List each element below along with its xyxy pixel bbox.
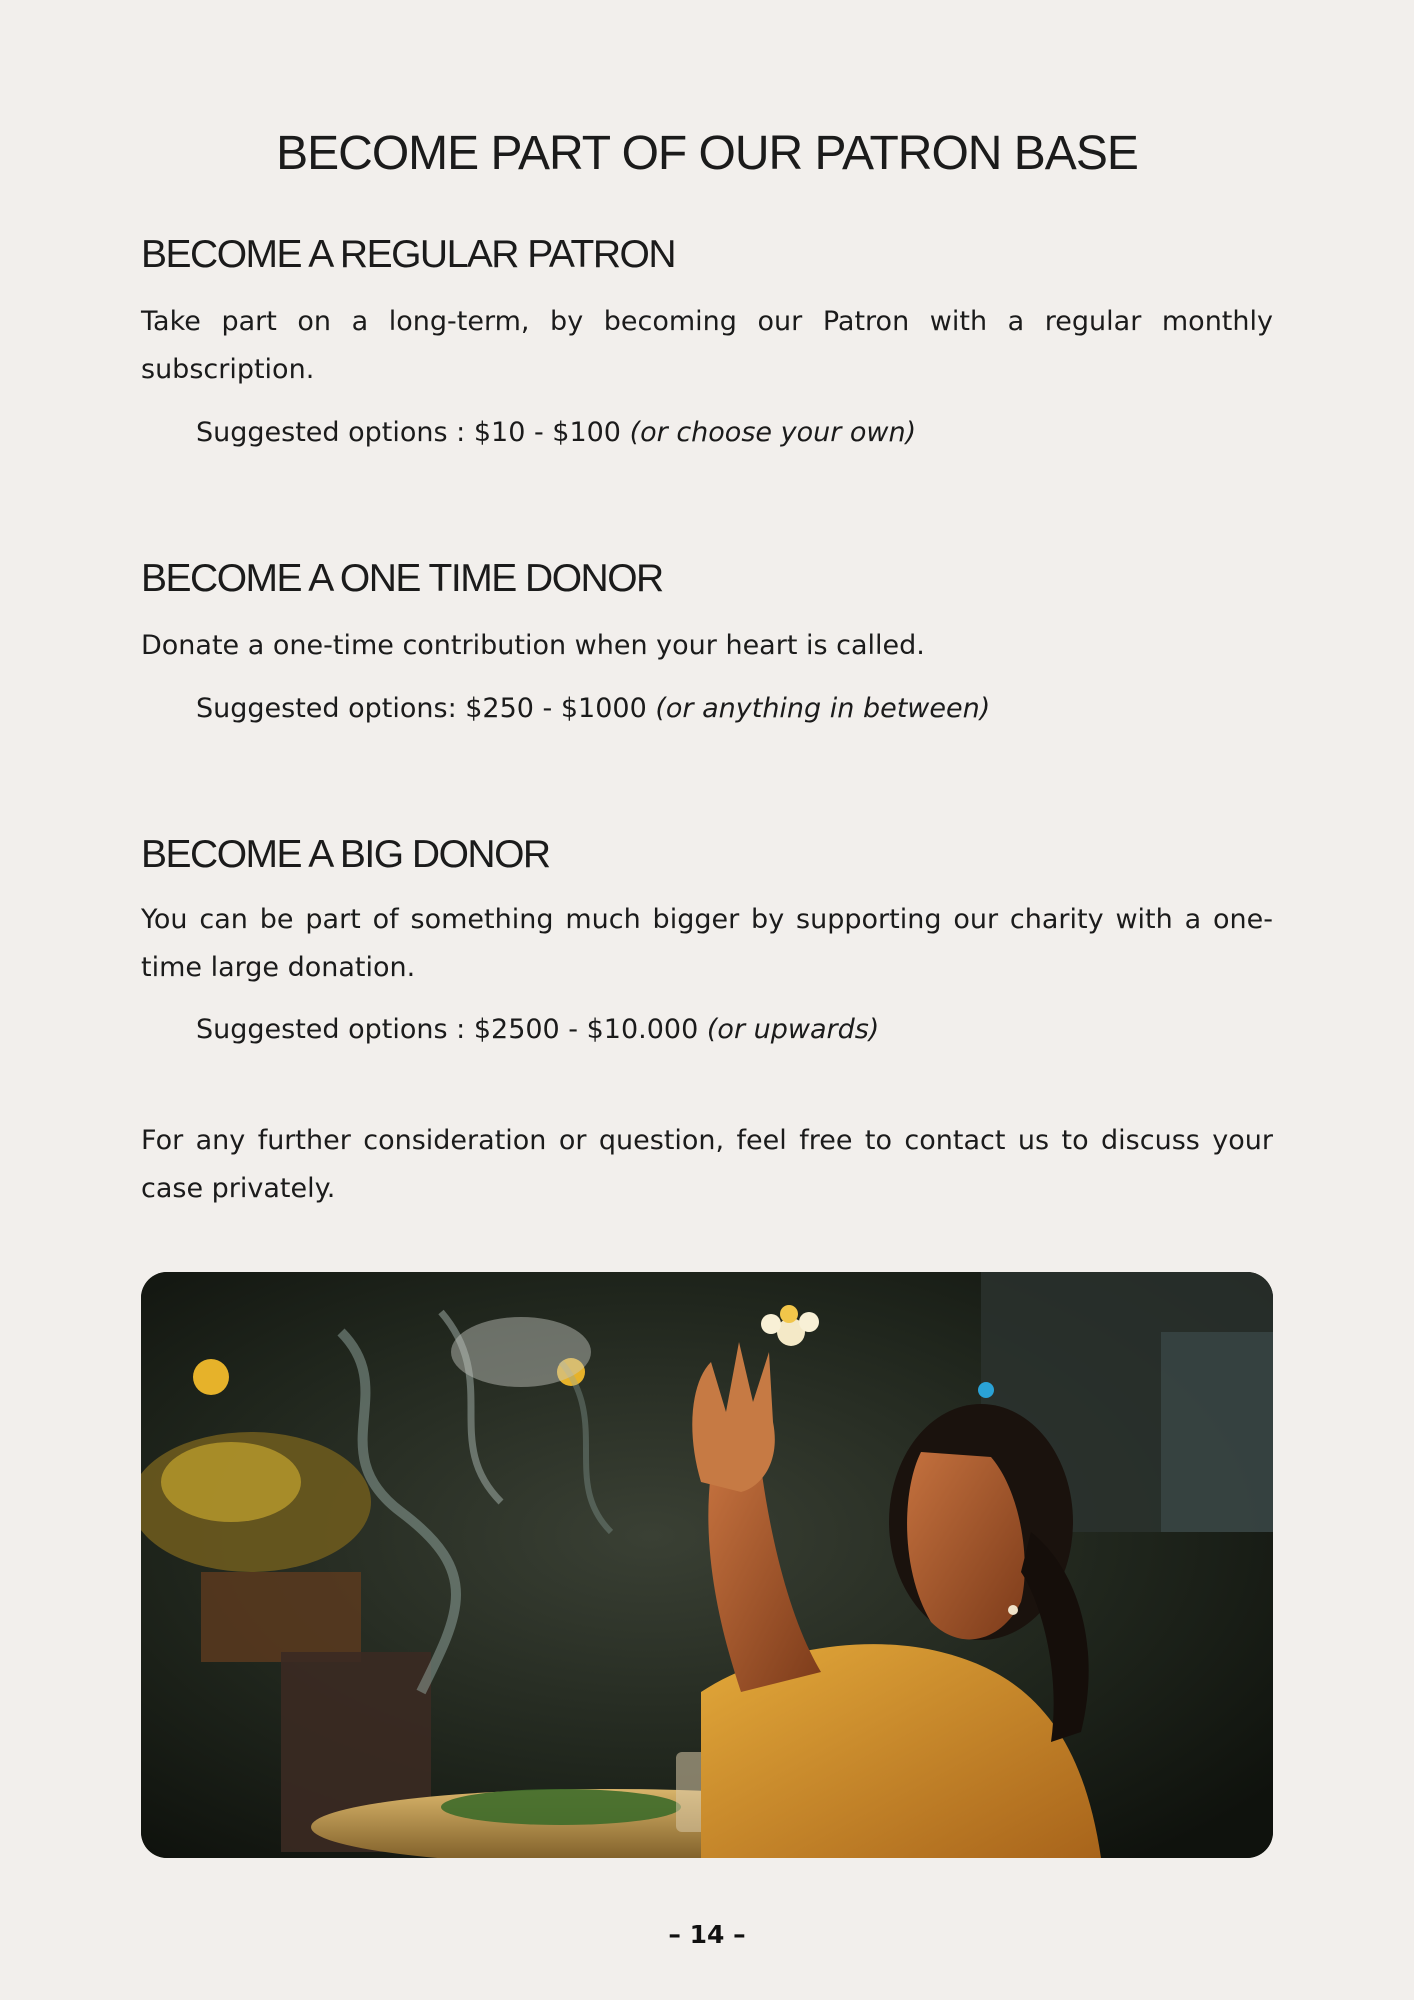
suggested-options-regular-patron (196, 413, 916, 453)
section-heading-big-donor: BECOME A BIG DONOR (141, 833, 550, 876)
suggested-label: Suggested options : $2500 - $10.000 (196, 1014, 699, 1045)
suggested-note: (or anything in between) (655, 693, 991, 724)
section-heading-regular-patron: BECOME A REGULAR PATRON (141, 233, 676, 276)
page-title: BECOME PART OF OUR PATRON BASE (276, 127, 1138, 180)
suggested-options-big-donor (196, 1010, 879, 1050)
section-text-big-donor: You can be part of something much bigger by supporting our charity with a one-time large donation. (141, 904, 1273, 983)
page-number: – 14 – (668, 1920, 746, 1949)
section-text-regular-patron: Take part on a long-term, by becoming our Patron with a regular monthly subscription. (141, 306, 1273, 385)
suggested-note: (or choose your own) (629, 417, 917, 448)
suggested-options-one-time-donor (196, 689, 990, 729)
section-text-one-time-donor: Donate a one-time contribution when your heart is called. (141, 630, 925, 661)
suggested-label: Suggested options : $10 - $100 (196, 417, 621, 448)
suggested-note: (or upwards) (706, 1014, 880, 1045)
section-heading-one-time-donor: BECOME A ONE TIME DONOR (141, 557, 663, 600)
closing-text: For any further consideration or question, feel free to contact us to discuss your case privately. (141, 1125, 1273, 1204)
girl-praying-with-offerings-photo (141, 1272, 1273, 1858)
suggested-label: Suggested options: $250 - $1000 (196, 693, 647, 724)
